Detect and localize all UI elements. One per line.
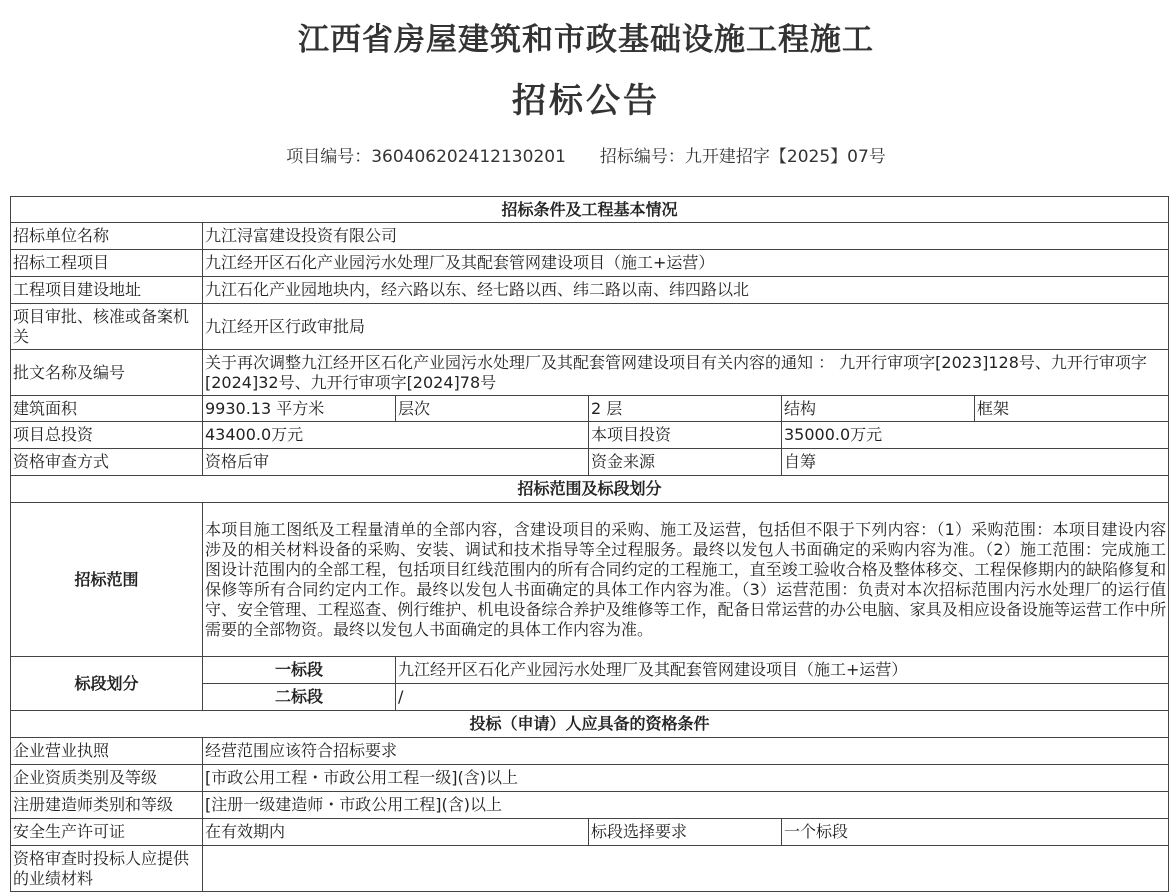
business-license-label: 企业营业执照: [11, 738, 203, 765]
approval-doc-label: 批文名称及编号: [11, 350, 203, 396]
notice-title: 江西省房屋建筑和市政基础设施工程施工: [298, 22, 874, 58]
tenderer-value: 九江浔富建设投资有限公司: [203, 223, 1169, 250]
qualification-grade-label: 企业资质类别及等级: [11, 765, 203, 792]
total-investment-label: 项目总投资: [11, 422, 203, 449]
tender-no-label: 招标编号：: [599, 147, 685, 167]
scope-text: 本项目施工图纸及工程量清单的全部内容，含建设项目的采购、施工及运营，包括但不限于下列内容：（1）采购范围：本项目建设内容涉及的相关材料设备的采购、安装、调试和技术指导等全过程服务。最终以发包人书面确定的采购内容为准。（2）施工范围：完成施工图设计范围内的全部工程，包括项目红线范围内的所有合同约定的工程施工，直至竣工验收合格及整体移交、工程保修期内的缺陷修复和保修等所有合同约定内工作。最终以发包人书面确定的具体工作内容为准。（3）运营范围：负责对本次招标范围内污水处理厂的运行值守、安全管理、工程巡查、例行维护、机电设备综合养护及维修等工作，配备日常运营的办公电脑、家具及相应设备设施等运营工作中所需要的全部物资。最终以发包人书面确定的具体工作内容为准。: [203, 503, 1169, 657]
project-value: 九江经开区石化产业园污水处理厂及其配套管网建设项目（施工+运营）: [203, 250, 1169, 277]
area-value: 9930.13 平方米: [203, 396, 396, 422]
structure-label: 结构: [782, 396, 975, 422]
qualification-grade-value: [市政公用工程・市政公用工程一级](含)以上: [203, 765, 1169, 792]
lot2-label: 二标段: [203, 684, 396, 711]
section-basic-header: 招标条件及工程基本情况: [11, 197, 1169, 223]
approval-doc-value: 关于再次调整九江经开区石化产业园污水处理厂及其配套管网建设项目有关内容的通知 ： 九开行审项字[2023]128号、九开行审项字[2024]32号、九开行审项字[2024]78号: [203, 350, 1169, 396]
review-method-label: 资格审查方式: [11, 449, 203, 476]
area-label: 建筑面积: [11, 396, 203, 422]
lot1-value: 九江经开区石化产业园污水处理厂及其配套管网建设项目（施工+运营）: [396, 657, 1169, 684]
notice-subtitle: 招标公告: [512, 81, 660, 121]
engineer-grade-label: 注册建造师类别和等级: [11, 792, 203, 819]
lots-label: 标段划分: [11, 657, 203, 711]
address-value: 九江石化产业园地块内，经六路以东、经七路以西、纬二路以南、纬四路以北: [203, 277, 1169, 304]
tender-table: [10, 196, 1169, 892]
tender-no: 九开建招字【2025】07号: [684, 147, 886, 167]
this-investment-label: 本项目投资: [589, 422, 782, 449]
lot-choice-value: 一个标段: [782, 819, 1169, 846]
fund-source-label: 资金来源: [589, 449, 782, 476]
approval-org-label: 项目审批、核准或备案机关: [11, 304, 203, 350]
review-method-value: 资格后审: [203, 449, 589, 476]
total-investment-value: 43400.0万元: [203, 422, 589, 449]
fund-source-value: 自筹: [782, 449, 1169, 476]
tenderer-label: 招标单位名称: [11, 223, 203, 250]
floors-value: 2 层: [589, 396, 782, 422]
lot1-label: 一标段: [203, 657, 396, 684]
lot-choice-label: 标段选择要求: [589, 819, 782, 846]
business-license-value: 经营范围应该符合招标要求: [203, 738, 1169, 765]
engineer-grade-value: [注册一级建造师・市政公用工程](含)以上: [203, 792, 1169, 819]
safety-permit-value: 在有效期内: [203, 819, 589, 846]
project-no-label: 项目编号：: [286, 147, 372, 167]
safety-permit-label: 安全生产许可证: [11, 819, 203, 846]
performance-label: 资格审查时投标人应提供的业绩材料: [11, 846, 203, 892]
this-investment-value: 35000.0万元: [782, 422, 1169, 449]
section-scope-header: 招标范围及标段划分: [11, 476, 1169, 503]
notice-numbers: [0, 142, 1172, 167]
approval-org-value: 九江经开区行政审批局: [203, 304, 1169, 350]
project-label: 招标工程项目: [11, 250, 203, 277]
performance-value: [203, 846, 1169, 892]
lot2-value: /: [396, 684, 1169, 711]
scope-label: 招标范围: [11, 503, 203, 657]
structure-value: 框架: [975, 396, 1169, 422]
section-qualification-header: 投标（申请）人应具备的资格条件: [11, 711, 1169, 738]
floors-label: 层次: [396, 396, 589, 422]
address-label: 工程项目建设地址: [11, 277, 203, 304]
project-no: 360406202412130201: [371, 147, 566, 167]
